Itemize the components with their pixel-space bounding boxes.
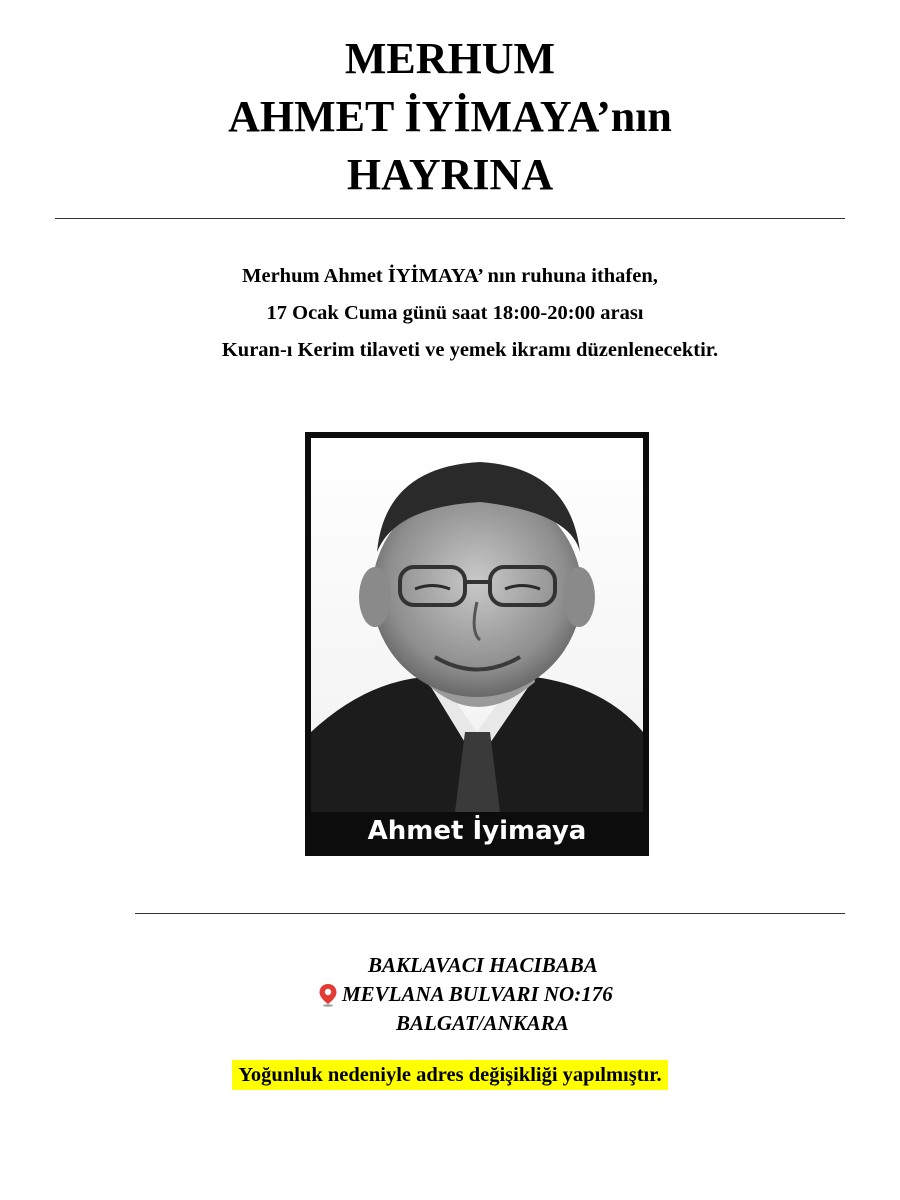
venue-name: BAKLAVACI HACIBABA bbox=[368, 953, 598, 977]
title-line-2: AHMET İYİMAYA’nın bbox=[228, 92, 672, 141]
announcement-line-3: Kuran-ı Kerim tilaveti ve yemek ikramı düzenlenecektir. bbox=[221, 339, 719, 361]
bottom-divider bbox=[135, 913, 845, 914]
title-line-1: MERHUM bbox=[344, 34, 556, 83]
address-change-notice bbox=[0, 1064, 900, 1087]
street-line bbox=[300, 980, 720, 1009]
portrait-illustration bbox=[305, 432, 649, 856]
street-address: MEVLANA BULVARI NO:176 bbox=[342, 982, 613, 1006]
photo-caption: Ahmet İyimaya bbox=[367, 816, 587, 846]
notice-text: Yoğunluk nedeniyle adres değişikliği yapılmıştır. bbox=[232, 1060, 667, 1090]
announcement-line-2: 17 Ocak Cuma günü saat 18:00-20:00 arası bbox=[266, 302, 644, 324]
announcement-line-1: Merhum Ahmet İYİMAYA’ nın ruhuna ithafen, bbox=[242, 265, 658, 287]
location-pin-icon bbox=[318, 983, 338, 1007]
portrait-photo bbox=[305, 432, 649, 856]
top-divider bbox=[55, 218, 845, 219]
city-line: BALGAT/ANKARA bbox=[396, 1011, 569, 1035]
page-title bbox=[0, 30, 900, 204]
announcement-text bbox=[0, 258, 900, 369]
address-block bbox=[300, 951, 720, 1038]
title-line-3: HAYRINA bbox=[346, 150, 554, 199]
